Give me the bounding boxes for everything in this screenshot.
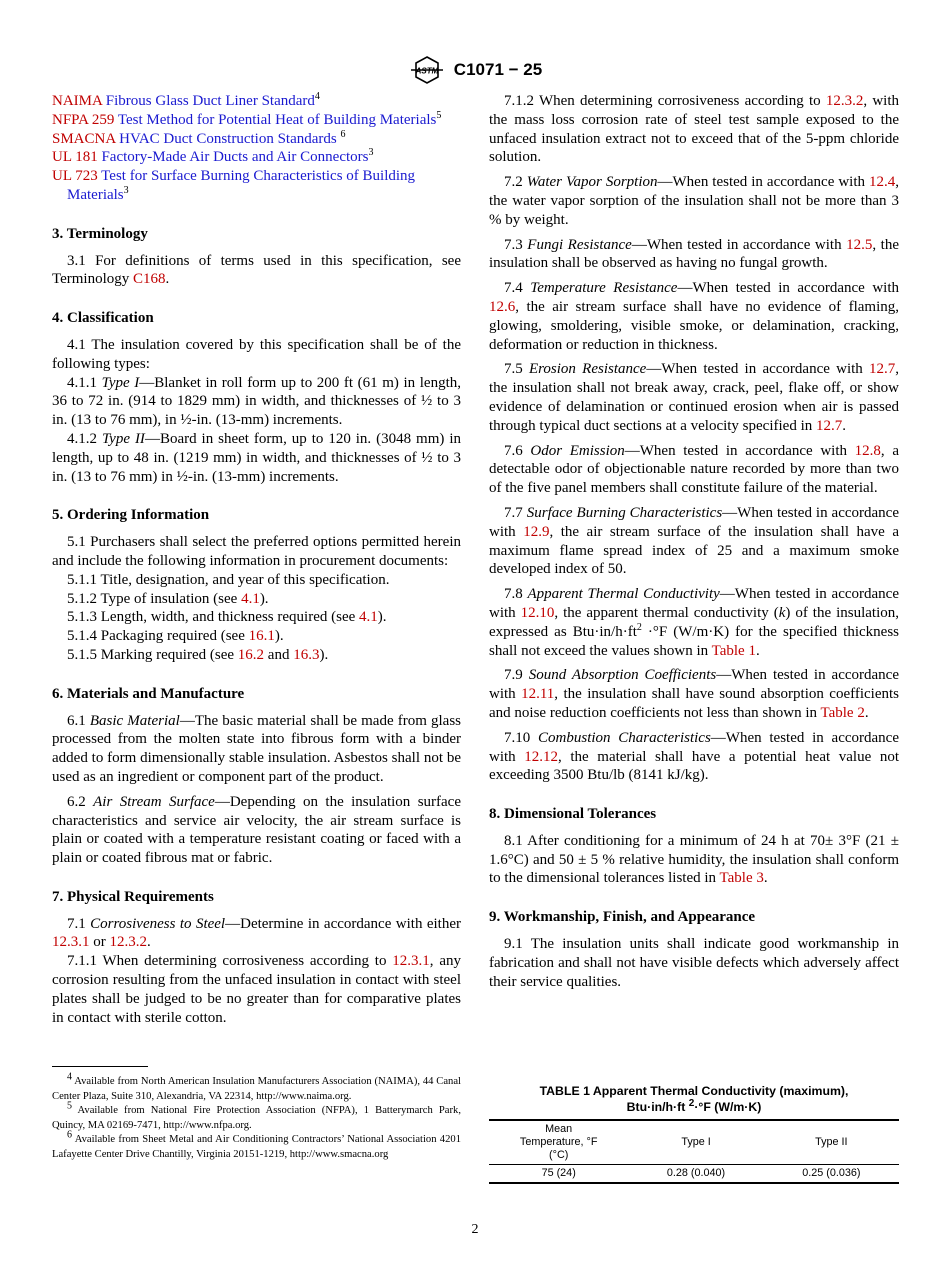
cross-ref-link[interactable]: 12.3.2 (825, 93, 864, 109)
ref-item[interactable]: UL 181 Factory-Made Air Ducts and Air Connectors$^3$ (52, 147, 374, 166)
cross-ref-link[interactable]: 12.11 (521, 686, 555, 703)
table-caption: TABLE 1 Apparent Thermal Conductivity (maximum), Btu·in/h·ft $^2$·°F (W/m·K) (539, 1084, 849, 1114)
cross-ref-link[interactable]: 12.7 (816, 417, 843, 434)
cross-ref-link[interactable]: 12.3.2 (109, 934, 147, 951)
table-header-row (489, 1120, 899, 1165)
table-header: Mean Temperature, °F (°C) (489, 1120, 628, 1165)
paragraph: 7.7 Surface Burning Characteristics—When tested in accordance with 12.9, the air stream surface of the insulation shall have a maximum flame spread index of 25 and a maximum smoke developed index of 50. (489, 504, 900, 578)
page-header (0, 56, 950, 84)
paragraph: 4.1.2 Type II—Board in sheet form, up to 120 in. (3048 mm) in length, up to 48 in. (1219 mm) in width, and thicknesses of ½ to 3 in. (13 to 76 mm) in ½-in. (13-mm) increments. (52, 430, 461, 485)
conductivity-table (489, 1119, 899, 1184)
footnote: $^4$ Available from North American Insulation Manufacturers Association (NAIMA), 44 Canal Center Plaza, Suite 310, Alexandria, VA 22314, http://www.naima.org. (52, 1071, 461, 1102)
footnote-rule (52, 1066, 148, 1067)
table-header: Type I (628, 1120, 763, 1165)
right-column (489, 92, 899, 991)
paragraph: 5.1 Purchasers shall select the preferred options permitted herein and include the following information in procurement documents: (52, 534, 461, 569)
paragraph: 7.5 Erosion Resistance—When tested in accordance with 12.7, the insulation shall not break away, crack, peel, flake off, or show evidence of delamination or continued erosion when air is passed through typical duct sections at a velocity specified in 12.7. (489, 361, 900, 434)
table-cell: 0.28 (0.040) (666, 1167, 726, 1179)
table-row (489, 1165, 899, 1184)
section-heading: 5. Ordering Information (52, 507, 210, 524)
paragraph: 8.1 After conditioning for a minimum of 24 h at 70± 3°F (21 ± 1.6°C) and 50 ± 5 % relative humidity, the insulation shall conform to the dimensional tolerances listed in Table 3. (489, 832, 899, 887)
ref-item[interactable]: NAIMA Fibrous Glass Duct Liner Standard$^4$ (52, 91, 320, 109)
paragraph: 9.1 The insulation units shall indicate good workmanship in fabrication and shall not have visible defects which adversely affect their service qualities. (489, 936, 899, 990)
paragraph: 4.1.1 Type I—Blanket in roll form up to 200 ft (61 m) in length, 36 to 72 in. (914 to 1829 mm) in width, and thicknesses of ½ to 3 in. (13 to 76 mm), in ½-in. (13-mm) increments. (52, 374, 462, 429)
table-cell: 75 (24) (541, 1167, 576, 1179)
section-heading: 6. Materials and Manufacture (52, 685, 245, 702)
paragraph: 3.1 For definitions of terms used in this specification, see Terminology C168. (52, 252, 461, 288)
cross-ref-link[interactable]: 16.1 (248, 628, 275, 645)
cross-ref-link[interactable]: 12.6 (489, 298, 516, 315)
svg-text:ASTM: ASTM (415, 66, 439, 76)
section-heading: 8. Dimensional Tolerances (489, 806, 657, 823)
paragraph: 5.1.4 Packaging required (see 16.1). (67, 628, 284, 645)
left-column (52, 92, 461, 1027)
table-header: Type II (764, 1120, 899, 1165)
paragraph: 7.4 Temperature Resistance—When tested in accordance with 12.6, the air stream surface shall have no evidence of flaming, glowing, smoldering, visible smoke, or delamination, cracking, deformation or reduction in thickness. (489, 280, 900, 353)
cross-ref-link[interactable]: C168 (133, 271, 166, 288)
table-cell: 0.25 (0.036) (802, 1167, 861, 1179)
section-heading: 7. Physical Requirements (52, 888, 214, 905)
paragraph: 7.3 Fungi Resistance—When tested in accordance with 12.5, the insulation shall be observed as having no fungal growth. (489, 236, 899, 272)
cross-ref-link[interactable]: 4.1 (359, 609, 378, 626)
paragraph: 5.1.1 Title, designation, and year of this specification. (67, 571, 390, 588)
cross-ref-link[interactable]: 12.10 (520, 604, 555, 621)
paragraph: 7.2 Water Vapor Sorption—When tested in accordance with 12.4, the water vapor sorption of the insulation shall not be more than 3 % by weight. (489, 174, 899, 228)
cross-ref-link[interactable]: 16.2 (237, 646, 265, 663)
cross-ref-link[interactable]: 12.3.1 (392, 953, 430, 970)
paragraph: 7.1.1 When determining corrosiveness according to 12.3.1, any corrosion resulting from the unfaced insulation in contact with steel plates shall be judged to be no greater than for comparative plates in contact with sterile cotton. (52, 953, 461, 1026)
cross-ref-link[interactable]: Table 1 (711, 642, 756, 659)
paragraph: 7.8 Apparent Thermal Conductivity—When tested in accordance with 12.10, the apparent thermal conductivity (k) of the insulation, expressed as $Btu\cdot in/h\cdot ft^2 \cdot^\circ F$ (W/m·K) for the specified thickness shall not exceed the values shown in Table 1. (489, 586, 900, 659)
footnote: $^5$ Available from National Fire Protection Association (NFPA), 1 Batterymarch Park, Quincy, MA 02169-7471, http://www.nfpa.org. (52, 1100, 461, 1131)
designation: C1071 − 25 (453, 60, 543, 79)
ref-item[interactable]: UL 723 Test for Surface Burning Characteristics of Building Materials$^3$ (52, 168, 416, 203)
paragraph: 6.1 Basic Material—The basic material shall be made from glass processed from the molten state into fibrous form with a binder added to form dimensionally stable insulation. Asbestos shall not be used as an ingredient or component part of the product. (52, 712, 461, 785)
cross-ref-link[interactable]: 12.9 (523, 523, 550, 540)
page-number: 2 (471, 1222, 479, 1237)
cross-ref-link[interactable]: 12.4 (869, 174, 896, 191)
paragraph: 6.2 Air Stream Surface—Depending on the insulation surface characteristics and service air velocity, the air stream surface is plain or coated with a temperature resistant coating or faced with a plain or coated fibrous mat or fabric. (52, 793, 461, 867)
paragraph: 4.1 The insulation covered by this specification shall be of the following types: (52, 336, 461, 372)
paragraph: 7.1.2 When determining corrosiveness according to 12.3.2, with the mass loss corrosion rate of steel test sample exposed to the unfaced insulation extract not to exceed that of the 5-ppm chloride solution. (489, 93, 899, 166)
section-heading: 4. Classification (52, 310, 154, 327)
cross-ref-link[interactable]: Table 3 (719, 870, 764, 887)
footnote: $^6$ Available from Sheet Metal and Air Conditioning Contractors’ National Association 4201 Lafayette Center Drive Chantilly, Virginia 20151-1219, http://www.smacna.org (52, 1129, 461, 1160)
paragraph: 7.9 Sound Absorption Coefficients—When tested in accordance with 12.11, the insulation shall have sound absorption coefficients and noise reduction coefficients not less than shown in Table 2. (489, 667, 899, 721)
cross-ref-link[interactable]: 12.7 (869, 361, 896, 378)
paragraph: 5.1.2 Type of insulation (see 4.1). (67, 590, 269, 607)
footnotes (52, 1071, 461, 1162)
cross-ref-link[interactable]: 12.8 (854, 442, 881, 459)
ref-item[interactable]: NFPA 259 Test Method for Potential Heat of Building Materials$^5$ (52, 109, 442, 128)
cross-ref-link[interactable]: 12.12 (524, 748, 559, 765)
cross-ref-link[interactable]: 12.5 (846, 236, 873, 253)
paragraph: 7.6 Odor Emission—When tested in accordance with 12.8, a detectable odor of objectionable nature recorded by more than two of the five panel members shall constitute failure of the material. (489, 442, 899, 497)
referenced-documents (52, 92, 461, 205)
cross-ref-link[interactable]: 12.3.1 (52, 934, 90, 951)
cross-ref-link[interactable]: 16.3 (293, 646, 320, 663)
astm-logo-icon (408, 56, 446, 84)
cross-ref-link[interactable]: 4.1 (241, 590, 260, 607)
ref-item[interactable]: SMACNA HVAC Duct Construction Standards $^6$ (52, 128, 346, 147)
paragraph: 7.10 Combustion Characteristics—When tested in accordance with 12.12, the material shall have a potential heat value not exceeding 3500 Btu/lb (8141 kJ/kg). (489, 729, 899, 784)
paragraph: 5.1.3 Length, width, and thickness required (see 4.1). (67, 609, 387, 626)
paragraph: 7.1 Corrosiveness to Steel—Determine in accordance with either 12.3.1 or 12.3.2. (52, 915, 462, 951)
paragraph: 5.1.5 Marking required (see 16.2 and 16.3). (67, 646, 329, 663)
section-heading: 3. Terminology (52, 225, 148, 242)
cross-ref-link[interactable]: Table 2 (820, 704, 865, 721)
section-heading: 9. Workmanship, Finish, and Appearance (489, 909, 756, 926)
